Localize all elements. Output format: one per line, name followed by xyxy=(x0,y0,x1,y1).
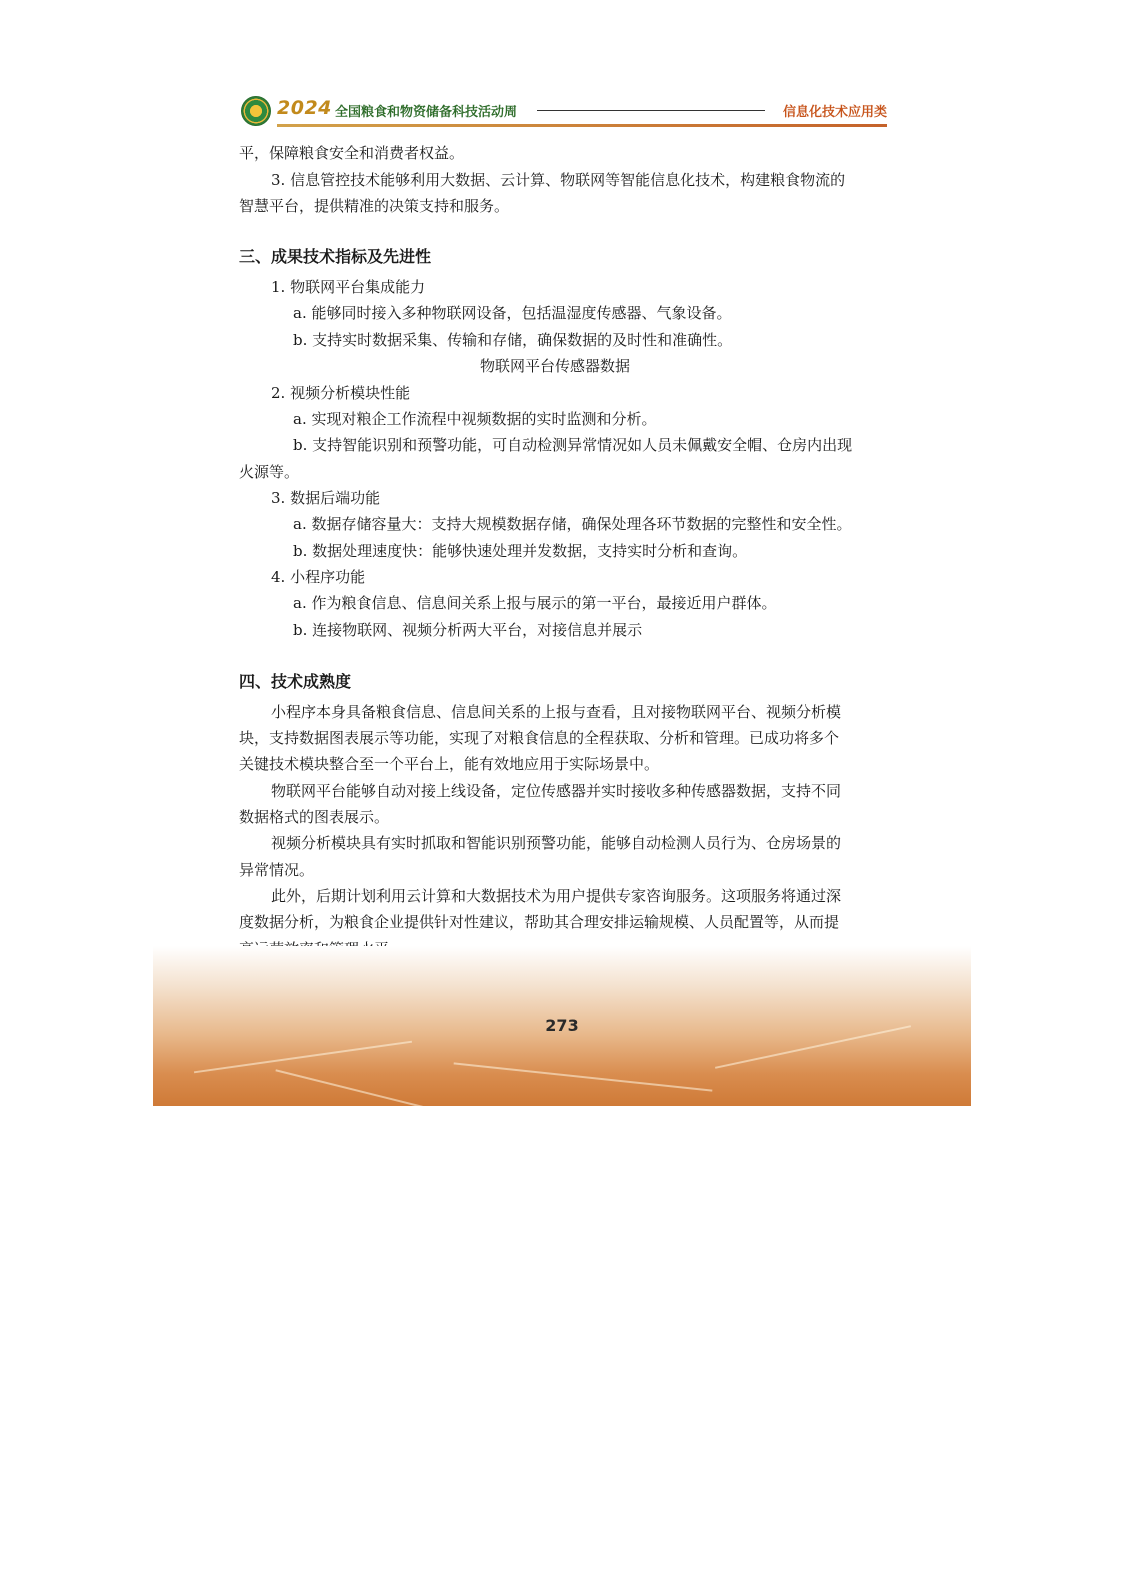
footer-decoration xyxy=(194,1041,412,1074)
list-item: 1. 物联网平台集成能力 xyxy=(271,278,426,296)
body-line: 关键技术模块整合至一个平台上，能有效地应用于实际场景中。 xyxy=(239,755,660,773)
body-line: 火源等。 xyxy=(239,463,300,481)
grain-logo-icon xyxy=(241,96,271,126)
page-footer xyxy=(153,946,971,1106)
document-page xyxy=(153,82,971,1106)
header-underline xyxy=(277,124,887,127)
body-line: 3. 信息管控技术能够利用大数据、云计算、物联网等智能信息化技术，构建粮食物流的 xyxy=(271,171,846,189)
body-line: 物联网平台能够自动对接上线设备，定位传感器并实时接收多种传感器数据，支持不同 xyxy=(271,782,842,800)
page-number: 273 xyxy=(545,1016,579,1035)
sub-list-item: a. 实现对粮企工作流程中视频数据的实时监测和分析。 xyxy=(293,410,657,428)
body-line: 此外，后期计划利用云计算和大数据技术为用户提供专家咨询服务。这项服务将通过深 xyxy=(271,887,842,905)
sub-list-item: b. 数据处理速度快：能够快速处理并发数据，支持实时分析和查询。 xyxy=(293,542,748,560)
body-line: 小程序本身具备粮食信息、信息间关系的上报与查看，且对接物联网平台、视频分析模 xyxy=(271,703,842,721)
header-rule xyxy=(537,110,765,111)
sub-list-item: a. 作为粮食信息、信息间关系上报与展示的第一平台，最接近用户群体。 xyxy=(293,594,777,612)
figure-caption: 物联网平台传感器数据 xyxy=(479,357,630,375)
sub-list-item: b. 支持实时数据采集、传输和存储，确保数据的及时性和准确性。 xyxy=(293,331,733,349)
header-title: 全国粮食和物资储备科技活动周 xyxy=(335,105,518,120)
body-line: 块，支持数据图表展示等功能，实现了对粮食信息的全程获取、分析和管理。已成功将多个 xyxy=(239,729,840,747)
list-item: 2. 视频分析模块性能 xyxy=(271,384,411,402)
body-line: 平，保障粮食安全和消费者权益。 xyxy=(239,144,465,162)
page-header xyxy=(241,96,887,126)
body-line: 智慧平台，提供精准的决策支持和服务。 xyxy=(239,197,510,215)
header-category: 信息化技术应用类 xyxy=(782,105,887,120)
header-year: 2024 xyxy=(277,97,332,119)
sub-list-item: b. 连接物联网、视频分析两大平台，对接信息并展示 xyxy=(293,621,643,639)
section-heading-4: 四、技术成熟度 xyxy=(239,672,352,691)
section-heading-3: 三、成果技术指标及先进性 xyxy=(239,247,432,266)
sub-list-item: b. 支持智能识别和预警功能，可自动检测异常情况如人员未佩戴安全帽、仓房内出现 xyxy=(293,436,853,454)
body-line: 数据格式的图表展示。 xyxy=(239,808,390,826)
list-item: 3. 数据后端功能 xyxy=(271,489,381,507)
sub-list-item: a. 数据存储容量大：支持大规模数据存储，确保处理各环节数据的完整性和安全性。 xyxy=(293,515,852,533)
body-line: 视频分析模块具有实时抓取和智能识别预警功能，能够自动检测人员行为、仓房场景的 xyxy=(271,834,842,852)
footer-decoration xyxy=(454,1062,713,1091)
sub-list-item: a. 能够同时接入多种物联网设备，包括温湿度传感器、气象设备。 xyxy=(293,304,732,322)
body-line: 度数据分析，为粮食企业提供针对性建议，帮助其合理安排运输规模、人员配置等，从而提 xyxy=(239,913,840,931)
list-item: 4. 小程序功能 xyxy=(271,568,366,586)
body-line: 异常情况。 xyxy=(239,861,315,879)
footer-decoration xyxy=(275,1069,450,1106)
